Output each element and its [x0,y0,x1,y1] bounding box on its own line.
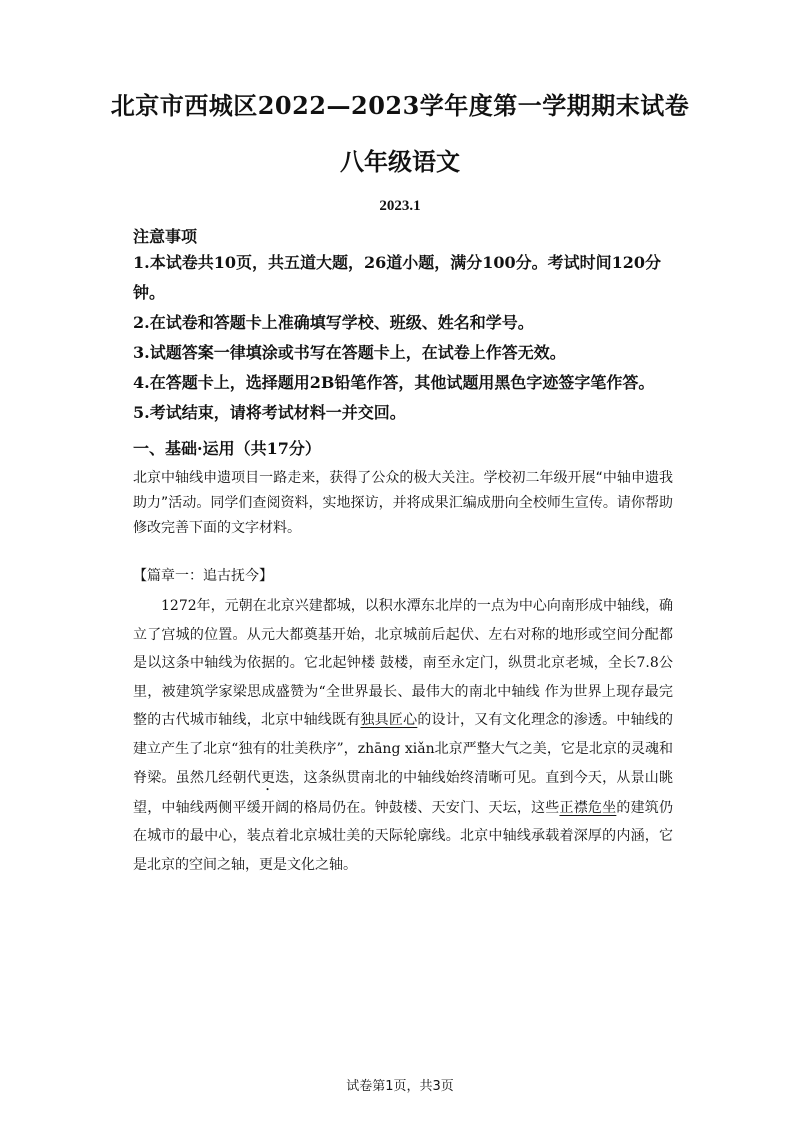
notice-item: 4.在答题卡上，选择题用2B铅笔作答，其他试题用黑色字迹签字笔作答。 [133,373,655,392]
underlined-idiom: 正襟危坐 [559,799,617,816]
notice-item: 2.在试卷和答题卡上准确填写学校、班级、姓名和学号。 [133,313,534,332]
page-footer: 试卷第1页，共3页 [346,1079,454,1094]
notice-heading: 注意事项 [133,227,198,246]
section-heading: 一、基础·运用（共17分） [133,439,321,458]
passage-part: 的设计，又有文化理念的渗透。中轴线的建立产生了北京“独有的壮美秩序”，zhāng xiǎn北京严整大气之美，它是北京的灵魂和脊梁。虽然几经朝代 [133,712,674,786]
notice-item: 5.考试结束，请将考试材料一并交回。 [133,403,406,422]
passage-part: 1272年，元朝在北京兴建都城，以积水潭东北岸的一点为中心向南形成中轴线，确立了宫城的位置。从元大都奠基开始，北京城前后起伏、左右对称的地形或空间分配都是以这条中轴线为依据的。它北起钟楼 鼓楼，南至永定门，纵贯北京老城，全长7.8公里，被建筑学家梁思成盛赞为“全世界最长、最伟大的南北中轴线 作为世界上现存最完整的古代城市轴线，北京中轴线既有 [133,598,673,729]
notice-list [133,248,673,428]
exam-subtitle: 八年级语文 [340,147,460,176]
notice-item: 1.本试卷共10页，共五道大题，26道小题，满分100分。考试时间120分钟。 [133,253,662,302]
passage-text [133,592,673,879]
notice-item: 3.试题答案一律填涂或书写在答题卡上，在试卷上作答无效。 [133,343,566,362]
exam-date: 2023.1 [379,198,421,214]
passage-part: 迭，这条纵贯南北的中轴线始终清晰可见。直到今天，从景山眺望，中轴线两侧平缓开阔的格局仍在。钟鼓楼、天安门、天坛，这些 [133,769,674,816]
exam-title: 北京市西城区2022—2023学年度第一学期期末试卷 [110,91,690,120]
section-intro: 北京中轴线申遗项目一路走来，获得了公众的极大关注。学校初二年级开展“中轴申遗我助力”活动。同学们查阅资料，实地探访，并将成果汇编成册向全校师生宣传。请你帮助修改完善下面的文字材料。 [133,470,673,536]
chapter-label: 【篇章一：追古抚今】 [133,568,273,584]
passage-part: 的建筑仍在城市的最中心，装点着北京城壮美的天际轮廓线。北京中轴线承载着深厚的内涵，它是北京的空间之轴，更是文化之轴。 [133,799,674,873]
underlined-idiom: 独具匠心 [360,712,418,729]
dotted-character: 更 [260,769,276,786]
